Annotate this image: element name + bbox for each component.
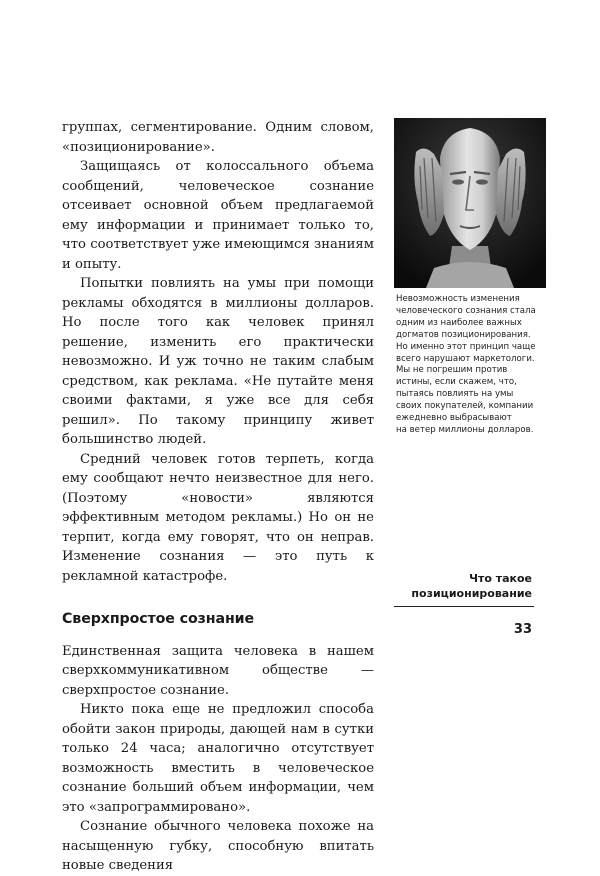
- caption-line: пытаясь повлиять на умы: [396, 389, 514, 400]
- divider-rule: [394, 606, 534, 607]
- section-heading: Сверхпростое сознание: [62, 611, 255, 627]
- caption-line: догматов позиционирования.: [396, 329, 531, 340]
- main-text-column: [62, 118, 374, 876]
- mask-photo: [394, 118, 546, 288]
- figure-caption: [396, 294, 542, 437]
- caption-line: человеческого сознания стала: [396, 305, 536, 316]
- caption-line: своих покупателей, компании: [396, 401, 534, 412]
- paragraph: группах, сегментирование. Одним словом, «позиционирование».: [62, 120, 374, 155]
- paragraph: Единственная защита человека в нашем сверхкоммуникативном обществе — сверхпростое сознание.: [62, 643, 374, 698]
- caption-line: Мы не погрешим против: [396, 365, 508, 376]
- paragraph: Защищаясь от колоссального объема сообщений, человеческое сознание отсеивает основной объем предлагаемой ему информации и принимает только то, что соответствует уже имеющимся знаниям и опыту.: [62, 159, 374, 272]
- paragraph: Средний человек готов терпеть, когда ему сообщают нечто неизвестное для него. (Поэтому «новости» являются эффективным методом рекламы.) Но он не терпит, когда ему говорят, что он неправ. Изменение сознания — это путь к рекламной катастрофе.: [62, 451, 374, 584]
- caption-line: Невозможность изменения: [396, 294, 520, 304]
- caption-line: одним из наиболее важных: [396, 317, 522, 328]
- caption-line: на ветер миллионы долларов.: [396, 424, 534, 435]
- paragraph: Никто пока еще не предложил способа обойти закон природы, дающей нам в сутки только 24 часа; аналогично отсутствует возможность вместить в человеческое сознание больший объем информации, чем это «запрограммировано».: [62, 702, 374, 815]
- caption-line: всего нарушают маркетологи.: [396, 353, 535, 364]
- running-head: [411, 571, 532, 601]
- running-head-line: позиционирование: [411, 587, 532, 600]
- paragraph: Попытки повлиять на умы при помощи рекламы обходятся в миллионы долларов. Но после того как человек принял решение, изменить его практически невозможно. И уж точно не таким слабым средством, как реклама. «Не путайте меня своими фактами, я уже все для себя решил». По такому принципу живет большинство людей.: [62, 276, 374, 447]
- caption-line: Но именно этот принцип чаще: [396, 341, 536, 352]
- page-number: 33: [513, 622, 532, 637]
- paragraph: Сознание обычного человека похоже на насыщенную губку, способную впитать новые сведения: [62, 819, 374, 873]
- caption-line: истины, если скажем, что,: [396, 377, 517, 388]
- running-head-line: Что такое: [469, 572, 532, 585]
- caption-line: ежедневно выбрасывают: [396, 413, 512, 424]
- mask-illustration: [394, 118, 546, 288]
